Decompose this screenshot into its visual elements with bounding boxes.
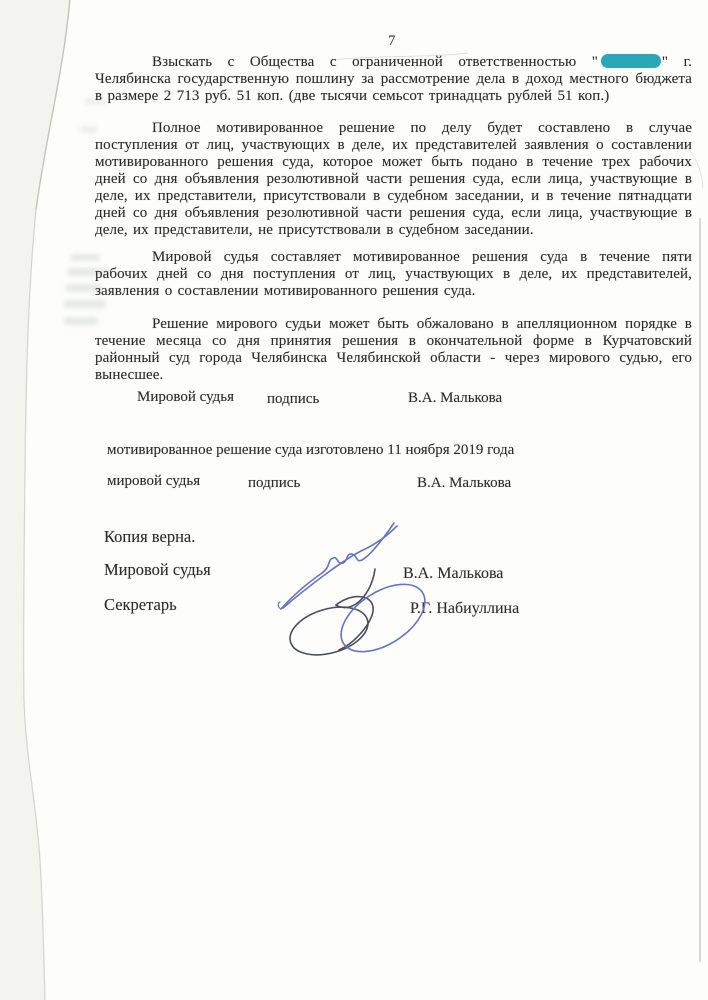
signature-row2-signature-note: подпись [248, 475, 301, 491]
bleed-through-artifact [64, 317, 98, 325]
signature-row2-name: В.А. Малькова [417, 475, 512, 491]
certification-secretary-name: Р.Г. Набиуллина [410, 600, 520, 617]
paragraph-levy-text-after: " г. Челябинска государственную пошлину за рассмотрение дела в доход местного бюджета в размере 2 713 руб. 51 коп. (две тысячи семьсот тринадцать рублей 51 коп.) [95, 54, 692, 104]
certification-judge-role: Мировой судья [104, 560, 211, 579]
page-number: 7 [388, 33, 396, 49]
signature-row2-role: мировой судья [107, 473, 201, 489]
certification-judge-name: В.А. Малькова [403, 565, 504, 582]
signature-row1-signature-note: подпись [267, 391, 320, 407]
paragraph-motivated-decision-terms: Полное мотивированное решение по делу будет составлено в случае поступления от лиц, участвующих в деле, их представителей заявления о составлении мотивированного решения суда, которое может быть подано в течение трех рабочих дней со дня объявления резолютивной части решения суда, если лица, участвующие в деле, их представители, присутствовали в судебном заседании, и в течение пятнадцати дней со дня объявления резолютивной части решения суда, если лица, участвующие в деле, их представители, не присутствовали в судебном заседании. [95, 120, 692, 238]
bleed-through-artifact [64, 300, 106, 308]
paragraph-levy-text-before: Взыскать с Общества с ограниченной ответственностью " [152, 54, 598, 70]
copy-certification-statement: Копия верна. [104, 527, 196, 546]
paragraph-appeal-procedure: Решение мирового судьи может быть обжаловано в апелляционном порядке в течение месяца со дня принятия решения в окончательной форме в Курчатовский районный суд города Челябинска Челябинской области - через мирового судью, его вынесшее. [95, 316, 692, 383]
paragraph-judge-drafting-term: Мировой судья составляет мотивированное решения суда в течение пяти рабочих дней со дня поступления от лиц, участвующих в деле, их представителей, заявления о составлении мотивированного решения суда. [95, 249, 692, 299]
certification-secretary-role: Секретарь [104, 595, 177, 614]
redaction-box [601, 54, 661, 68]
signature-row1-name: В.А. Малькова [408, 390, 503, 406]
issued-date-line: мотивированное решение суда изготовлено 11 ноября 2019 года [107, 442, 515, 458]
paragraph-levy [95, 54, 692, 105]
signature-row1-role: Мировой судья [137, 389, 235, 405]
